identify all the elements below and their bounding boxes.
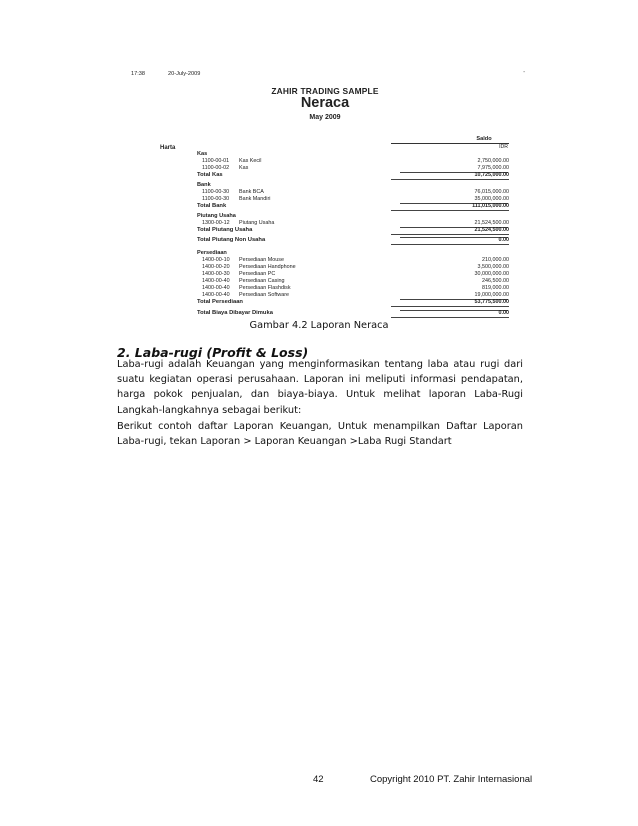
section-harta: Harta — [160, 145, 176, 151]
total-row: Total Persediaan 53,775,500.00 — [197, 299, 509, 305]
saldo-header: Saldo — [476, 136, 492, 142]
figure-caption: Gambar 4.2 Laporan Neraca — [249, 320, 389, 331]
account-row: 1100-00-30 Bank Mandiri 35,000,000.00 — [202, 196, 509, 202]
total-row: Total Biaya Dibayar Dimuka 0.00 — [197, 310, 509, 316]
balance-sheet-report-image — [119, 62, 531, 320]
report-date: 20-July-2009 — [168, 71, 201, 77]
body-paragraph: Berikut contoh daftar Laporan Keuangan, Untuk menampilkan Daftar Laporan Laba-rugi, tekan Laporan > Laporan Keuangan >Laba Rugi Standart — [117, 421, 523, 448]
total-row: Total Piutang Usaha 21,524,500.00 — [197, 227, 509, 233]
report-title: Neraca — [300, 95, 350, 111]
body-paragraph: Laba-rugi adalah Keuangan yang menginformasikan tentang laba atau rugi dari suatu kegiatan operasi perusahaan. Laporan ini meliputi informasi pendapatan, harga pokok penjualan, dan biaya-biaya. Untuk melihat laporan Laba-Rugi Langkah-langkahnya sebagai berikut: — [117, 359, 523, 416]
account-row: 1100-00-30 Bank BCA 76,015,000.00 — [202, 189, 509, 195]
copyright-footer: Copyright 2010 PT. Zahir Internasional — [370, 774, 533, 785]
account-row: 1400-00-30 Persediaan PC 30,000,000.00 — [202, 271, 509, 277]
account-row: 1400-00-10 Persediaan Mouse 210,000.00 — [202, 257, 509, 263]
currency-label: IDR — [499, 144, 508, 150]
group-header: Persediaan — [197, 250, 227, 256]
page-number: 42 — [313, 774, 324, 785]
total-row: Total Kas 10,725,000.00 — [197, 172, 509, 178]
group-header: Kas — [197, 151, 208, 157]
total-row: Total Piutang Non Usaha 0.00 — [197, 237, 509, 243]
account-row: 1400-00-40 Persediaan Casing 246,500.00 — [202, 278, 509, 284]
account-row: 1400-00-20 Persediaan Handphone 3,500,000.00 — [202, 264, 509, 270]
report-company: ZAHIR TRADING SAMPLE — [271, 86, 379, 96]
section-heading: 2. Laba-rugi (Profit & Loss) — [117, 345, 309, 360]
report-time: 17:38 — [131, 71, 145, 77]
account-row: 1400-00-40 Persediaan Software 19,000,000.00 — [202, 292, 509, 298]
account-row: 1100-00-01 Kas Kecil 2,750,000.00 — [202, 158, 509, 164]
account-row: 1300-00-12 Piutang Usaha 21,524,500.00 — [202, 220, 509, 226]
account-row: 1400-00-40 Persediaan Flashdisk 819,000.00 — [202, 285, 509, 291]
total-row: Total Bank 111,015,000.00 — [197, 203, 509, 209]
group-header: Bank — [197, 182, 211, 188]
report-corner-mark: - — [523, 69, 526, 76]
account-row: 1100-00-02 Kas 7,975,000.00 — [202, 165, 509, 171]
group-header: Piutang Usaha — [197, 213, 236, 219]
report-period: May 2009 — [309, 114, 341, 121]
